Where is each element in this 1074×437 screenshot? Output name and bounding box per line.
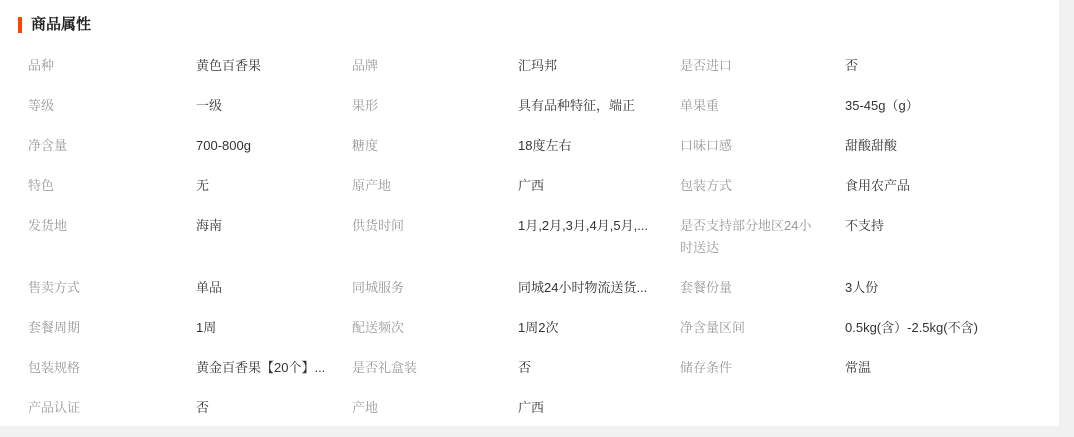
attr-value: 黄色百香果	[196, 58, 262, 73]
attr-value: 1周2次	[518, 320, 559, 335]
attr-value: 1周	[196, 320, 217, 335]
attr-value: 否	[845, 58, 859, 73]
attributes-table	[28, 55, 1059, 437]
attr-value: 1月,2月,3月,4月,5月,...	[518, 218, 649, 233]
attr-value: 700-800g	[196, 138, 251, 153]
attr-label: 特色	[28, 178, 55, 193]
attr-value: 广西	[518, 400, 545, 415]
attr-label: 原产地	[352, 178, 392, 193]
attr-label: 产地	[352, 400, 379, 415]
attr-label: 等级	[28, 98, 55, 113]
attr-label: 净含量区间	[680, 320, 746, 335]
attr-label: 单果重	[680, 98, 720, 113]
attr-value	[845, 397, 1059, 419]
section-title: 商品属性	[31, 16, 92, 33]
attr-value: 不支持	[845, 218, 885, 233]
attr-label: 套餐周期	[28, 320, 81, 335]
attr-label: 是否礼盒装	[352, 360, 418, 375]
attr-value: 否	[196, 400, 210, 415]
attr-label: 净含量	[28, 138, 68, 153]
attr-label: 品种	[28, 58, 55, 73]
attr-value: 汇玛邦	[518, 58, 558, 73]
attr-label: 果形	[352, 98, 379, 113]
attr-label	[680, 397, 845, 419]
attr-label: 储存条件	[680, 360, 733, 375]
attr-value: 3人份	[845, 280, 879, 295]
attr-value: 广西	[518, 178, 545, 193]
attr-value: 常温	[845, 360, 872, 375]
attr-value: 单品	[196, 280, 223, 295]
attr-label: 品牌	[352, 58, 379, 73]
attr-value: 0.5kg(含）-2.5kg(不含)	[845, 320, 978, 335]
attr-value: 海南	[196, 218, 223, 233]
attr-value: 同城24小时物流送货...	[518, 280, 648, 295]
section-header	[18, 15, 1059, 35]
attr-label: 发货地	[28, 218, 68, 233]
attr-value: 黄金百香果【20个】...	[196, 360, 326, 375]
attr-label: 产品认证	[28, 400, 81, 415]
section-accent-bar	[18, 17, 22, 33]
attr-label: 配送频次	[352, 320, 405, 335]
attr-label: 套餐份量	[680, 280, 733, 295]
attr-value: 食用农产品	[845, 178, 911, 193]
attr-value: 18度左右	[518, 138, 572, 153]
attr-value: 一级	[196, 98, 223, 113]
attr-label: 售卖方式	[28, 280, 81, 295]
attr-value: 无	[196, 178, 210, 193]
attr-label: 是否进口	[680, 58, 733, 73]
attr-label: 同城服务	[352, 280, 405, 295]
attr-value: 否	[518, 360, 532, 375]
attr-value: 35-45g（g）	[845, 98, 919, 113]
attr-label: 糖度	[352, 138, 379, 153]
attr-label: 包装方式	[680, 178, 733, 193]
attr-label: 供货时间	[352, 218, 405, 233]
attr-value: 具有品种特征，端正	[518, 98, 636, 113]
attr-label: 是否支持部分地区24小时送达	[680, 218, 812, 255]
attr-value: 甜酸甜酸	[845, 138, 898, 153]
attr-label: 口味口感	[680, 138, 733, 153]
attr-label: 包装规格	[28, 360, 81, 375]
